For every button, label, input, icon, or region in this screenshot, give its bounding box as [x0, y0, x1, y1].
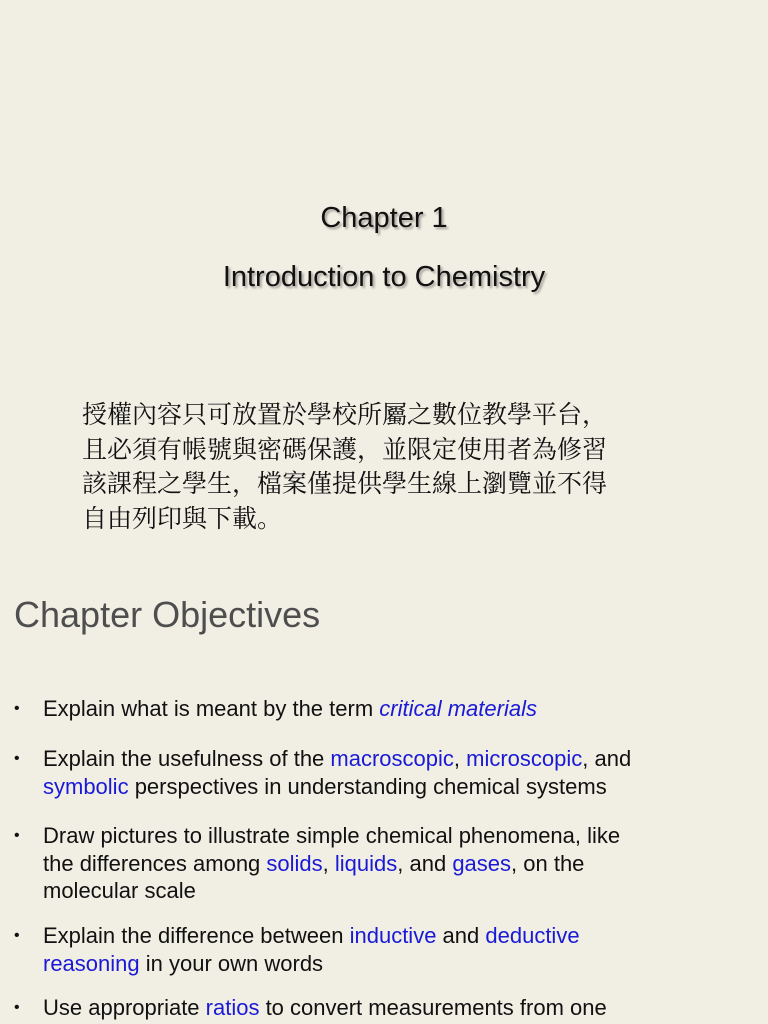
objective-line — [43, 850, 743, 878]
objective-text-run: , and — [582, 746, 632, 771]
objective-text-run: Use appropriate — [43, 995, 206, 1020]
objective-line — [43, 922, 743, 950]
bullet-icon: • — [14, 927, 20, 944]
keyword-term: symbolic — [43, 773, 129, 799]
objective-text-run: Explain what is meant by the term — [43, 696, 380, 721]
notice-line: 自由列印與下載。 — [82, 503, 283, 533]
objective-text — [43, 695, 743, 723]
objective-text — [43, 922, 743, 977]
objective-text-run: , and — [397, 850, 453, 876]
objective-text-run: , — [322, 850, 335, 876]
keyword-term: macroscopic — [330, 746, 454, 771]
keyword-term: gases — [452, 850, 512, 876]
objective-text-run: in your own words — [139, 950, 324, 976]
notice-line: 該課程之學生，檔案僅提供學生線上瀏覽並不得 — [82, 469, 608, 498]
objective-line — [43, 877, 743, 905]
objective-line — [43, 950, 743, 978]
objective-text-run: , — [453, 746, 467, 771]
objective-text-run: Explain the difference between — [43, 923, 350, 948]
objective-text-run: the differences among — [43, 850, 267, 876]
objectives-heading: Chapter Objectives — [14, 594, 321, 635]
objective-line — [43, 695, 743, 723]
bullet-icon: • — [14, 999, 20, 1016]
objective-text-run: Draw pictures to illustrate simple chemical phenomena, like — [43, 823, 621, 848]
objective-text-run: to convert measurements from one — [259, 995, 607, 1020]
objective-text — [43, 994, 743, 1022]
objective-text-run: , on the — [511, 850, 585, 876]
bullet-icon: • — [14, 700, 20, 717]
keyword-term: microscopic — [466, 746, 583, 771]
objective-text — [43, 745, 743, 800]
keyword-term: liquids — [334, 850, 398, 876]
notice-line: 且必須有帳號與密碼保護，並限定使用者為修習 — [82, 434, 608, 464]
bullet-icon: • — [14, 750, 20, 767]
chapter-label: Chapter 1 — [320, 202, 448, 234]
objective-line — [43, 994, 743, 1022]
keyword-term: ratios — [205, 995, 260, 1020]
objective-text-run: perspectives in understanding chemical systems — [128, 773, 607, 799]
objective-text-run: molecular scale — [43, 878, 196, 903]
objective-text — [43, 822, 743, 905]
objective-line — [43, 745, 743, 773]
bullet-icon: • — [14, 827, 20, 844]
keyword-term: critical materials — [379, 696, 537, 721]
objective-text-run: and — [436, 923, 486, 948]
objective-line — [43, 822, 743, 850]
keyword-term: reasoning — [43, 950, 140, 976]
notice-line: 授權內容只可放置於學校所屬之數位教學平台， — [82, 400, 608, 429]
objective-line — [43, 773, 743, 801]
keyword-term: inductive — [349, 923, 437, 948]
keyword-term: deductive — [485, 923, 580, 948]
copyright-notice — [82, 398, 722, 536]
objective-text-run: Explain the usefulness of the — [43, 746, 331, 771]
chapter-subtitle: Introduction to Chemistry — [222, 261, 546, 293]
keyword-term: solids — [266, 850, 323, 876]
